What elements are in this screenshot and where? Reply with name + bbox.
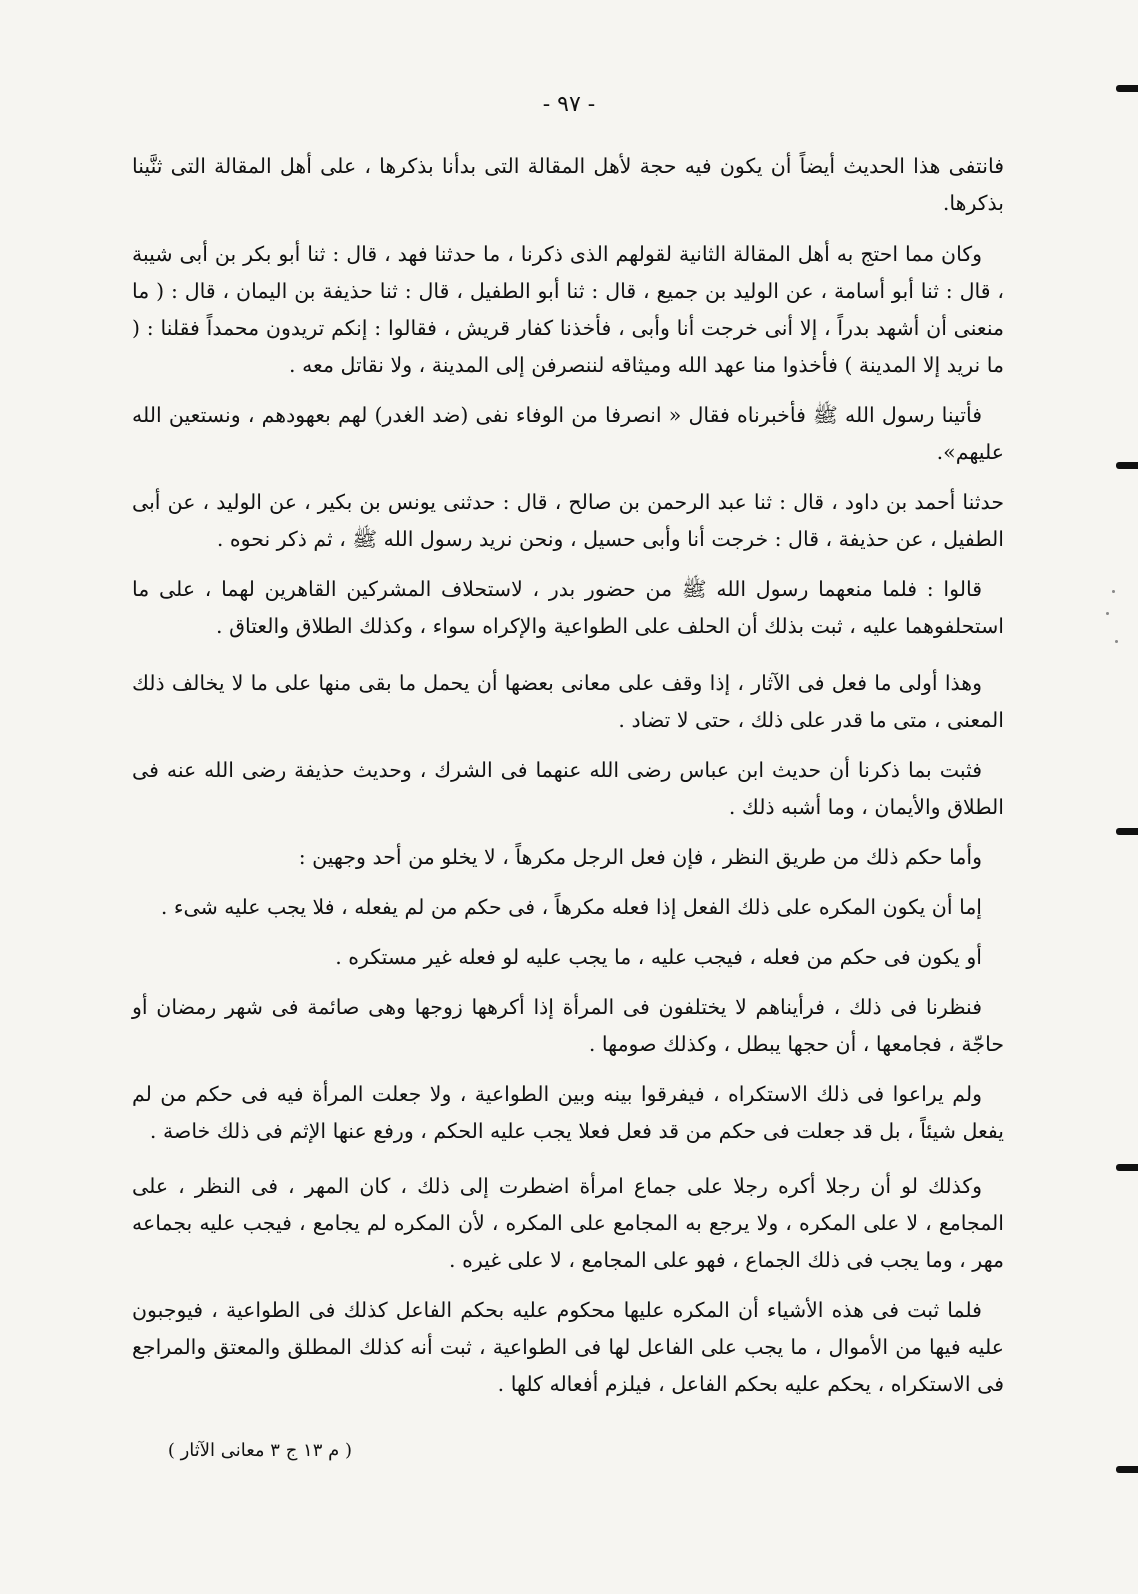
footer-source-note: ( م ١٣ ج ٣ معانى الآثار ) bbox=[167, 1440, 352, 1461]
scan-speck bbox=[1115, 640, 1118, 643]
paragraph-11: فنظرنا فى ذلك ، فرأيناهم لا يختلفون فى المرأة إذا أكرهها زوجها وهى صائمة فى شهر رمضان أو حاجّة ، فجامعها ، أن حجها يبطل ، وكذلك صومها . bbox=[132, 995, 1004, 1056]
scan-edge-mark bbox=[1116, 1164, 1138, 1171]
paragraph-3: فأتينا رسول الله ﷺ فأخبرناه فقال « انصرفا من الوفاء نفى (ضد الغدر) لهم بعهودهم ، ونستعين الله عليهم». bbox=[132, 403, 1004, 464]
scan-edge-mark bbox=[1116, 85, 1138, 92]
scan-edge-mark bbox=[1116, 828, 1138, 835]
paragraph-5: قالوا : فلما منعهما رسول الله ﷺ من حضور بدر ، لاستحلاف المشركين القاهرين لهما ، على ما استحلفوهما عليه ، ثبت بذلك أن الحلف على الطواعية والإكراه سواء ، وكذلك الطلاق والعتاق . bbox=[132, 577, 1004, 638]
body-text bbox=[132, 148, 1004, 1416]
paragraph-10: أو يكون فى حكم من فعله ، فيجب عليه ، ما يجب عليه لو فعله غير مستكره . bbox=[335, 945, 982, 969]
scan-edge-mark bbox=[1116, 1466, 1138, 1473]
paragraph-8: وأما حكم ذلك من طريق النظر ، فإن فعل الرجل مكرهاً ، لا يخلو من أحد وجهين : bbox=[298, 845, 982, 869]
paragraph-14: فلما ثبت فى هذه الأشياء أن المكره عليها محكوم عليه بحكم الفاعل كذلك فى الطواعية ، فيوجبون عليه فيها من الأموال ، ما يجب على الفاعل لها فى الطواعية ، ثبت أنه كذلك المطلق والمعتق والمراجع فى الاستكراه ، يحكم عليه بحكم الفاعل ، فيلزم أفعاله كلها . bbox=[132, 1298, 1004, 1396]
paragraph-12: ولم يراعوا فى ذلك الاستكراه ، فيفرقوا بينه وبين الطواعية ، ولا جعلت المرأة فيه فى حكم من لم يفعل شيئاً ، بل قد جعلت فى حكم من قد فعل فعلا يجب عليه الحكم ، ورفع عنها الإثم فى ذلك خاصة . bbox=[132, 1082, 1004, 1143]
page-number: - ٩٧ - bbox=[542, 92, 596, 117]
paragraph-2: وكان مما احتج به أهل المقالة الثانية لقولهم الذى ذكرنا ، ما حدثنا فهد ، قال : ثنا أبو بكر بن أبى شيبة ، قال : ثنا أبو أسامة ، عن الوليد بن جميع ، قال : ثنا أبو الطفيل ، قال : ثنا حذيفة بن اليمان ، قال : ( ما منعنى أن أشهد بدراً ، إلا أنى خرجت أنا وأبى ، فأخذنا كفار قريش ، فقالوا : إنكم تريدون محمداً فقلنا : ( ما نريد إلا المدينة ) فأخذوا منا عهد الله وميثاقه لننصرفن إلى المدينة ، ولا نقاتل معه . bbox=[132, 242, 1004, 377]
paragraph-9: إما أن يكون المكره على ذلك الفعل إذا فعله مكرهاً ، فى حكم من لم يفعله ، فلا يجب عليه شىء . bbox=[160, 895, 982, 919]
scan-speck bbox=[1106, 612, 1109, 615]
paragraph-6: وهذا أولى ما فعل فى الآثار ، إذا وقف على معانى بعضها أن يحمل ما بقى منها على ما لا يخالف ذلك المعنى ، متى ما قدر على ذلك ، حتى لا تضاد . bbox=[132, 671, 1004, 732]
paragraph-4: حدثنا أحمد بن داود ، قال : ثنا عبد الرحمن بن صالح ، قال : حدثنى يونس بن بكير ، عن الوليد ، عن أبى الطفيل ، عن حذيفة ، قال : خرجت أنا وأبى حسيل ، ونحن نريد رسول الله ﷺ ، ثم ذكر نحوه . bbox=[132, 490, 1004, 551]
paragraph-1: فانتفى هذا الحديث أيضاً أن يكون فيه حجة لأهل المقالة التى بدأنا بذكرها ، على أهل المقالة التى ثنَّينا بذكرها. bbox=[132, 154, 1004, 215]
paragraph-7: فثبت بما ذكرنا أن حديث ابن عباس رضى الله عنهما فى الشرك ، وحديث حذيفة رضى الله عنه فى الطلاق والأيمان ، وما أشبه ذلك . bbox=[132, 758, 1004, 819]
scan-edge-mark bbox=[1116, 462, 1138, 469]
scan-speck bbox=[1112, 590, 1115, 593]
paragraph-13: وكذلك لو أن رجلا أكره رجلا على جماع امرأة اضطرت إلى ذلك ، كان المهر ، فى النظر ، على المجامع ، لا على المكره ، ولا يرجع به المجامع على المكره ، لأن المكره لم يجامع ، فيجب عليه بجماعه مهر ، وما يجب فى ذلك الجماع ، فهو على المجامع ، لا على غيره . bbox=[132, 1174, 1004, 1272]
